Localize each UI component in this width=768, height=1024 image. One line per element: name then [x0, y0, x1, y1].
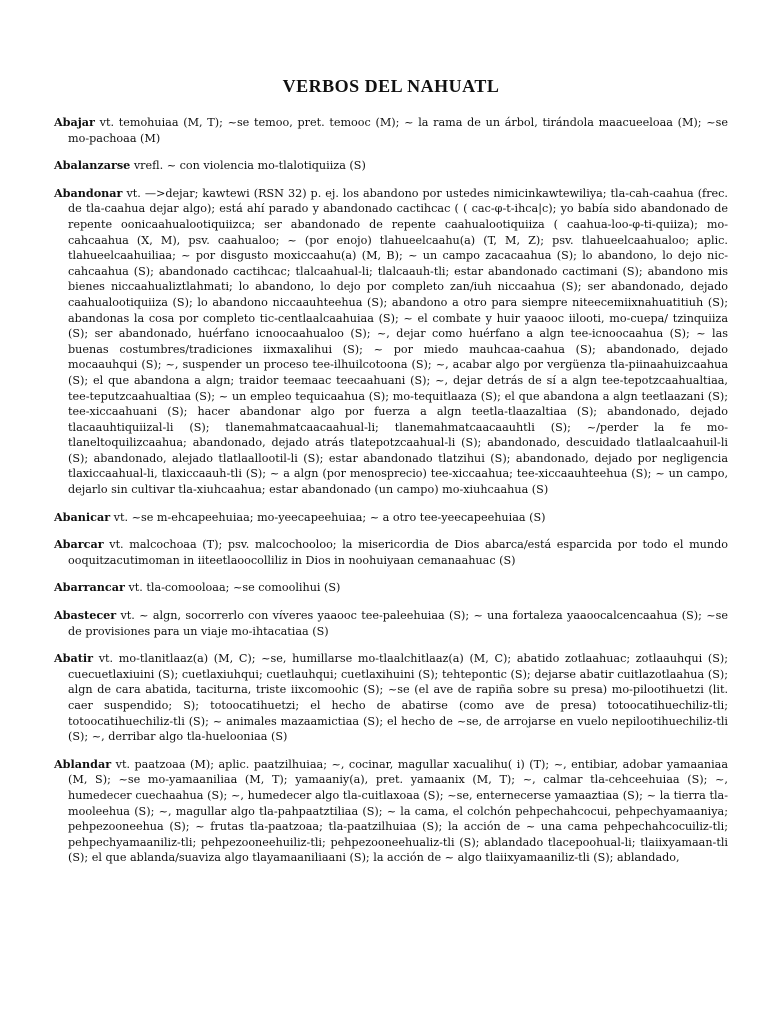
entry-definition: vt. paatzoaa (M); aplic. paatzilhuiaa; ~, cocinar, magullar xacualihu( i) (T); ~, entibiar, adobar yamaaniaa (M, S); ~se mo-yamaaniliaa (M, T); yamaaniy(a), pret. yamaanix (M, T); ~, calmar tla-cehceehuiaa (S); ~, humedecer cuechaahua (S); ~, humedecer algo tla-cuitlaxoaa (S); ~se, enternecerse yamaaztiaa (S); ~ la tierra tla-mooleehua (S); ~, magullar algo tla-pahpaatztiliaa (S); ~ la cama, el colchón pehpechahcocui, pehpechyamaaniya; pehpezooneehua (S); ~ frutas tla-paatzoaa; tla-paatzilhuiaa (S); la acción de ~ una cama pehpechahcocuiliz-tli; pehpechyamaaniliz-tli; pehpezooneehuiliz-tli; pehpezooneehualiz-tli (S); ablandado tlacepoohual-li; tlaiixyamaan-tli (S); el que ablanda/suaviza algo tlayamaaniliaani (S); la acción de ~ algo tlaiixyamaaniliz-tli (S); ablandado, [68, 757, 728, 865]
entry-headword: Abanicar [54, 509, 111, 524]
entry-definition: vt. tla-comooloaa; ~se comoolihui (S) [124, 581, 341, 595]
entry-abalanzarse [54, 158, 728, 174]
entry-abandonar [54, 186, 728, 498]
entry-definition: vt. temohuiaa (M, T); ~se temoo, pret. temooc (M); ~ la rama de un árbol, tirándola maacueeloaa (M); ~se mo-pachoaa (M) [68, 116, 728, 145]
entry-headword: Ablandar [54, 756, 112, 771]
entry-abajar [54, 115, 728, 146]
entry-ablandar [54, 757, 728, 866]
entry-definition: vt. mo-tlanitlaaz(a) (M, C); ~se, humillarse mo-tlaalchitlaaz(a) (M, C); abatido zotlaahuac; zotlaauhqui (S); cuecuetlaxiuini (S); cuetlaxiuhqui; cuetlauhqui; cuetlaxihuini (S); tehtepontic (S); dejarse abatir cuitlazotlaahua (S); algn de cara abatida, taciturna, triste iixcomoohic (S); ~se (el ave de rapiña sobre su presa) mo-pilootihuetzi (lit. caer suspendido; S); totoocatihuetzi; el hecho de abatirse (como ave de presa) totoocatihuechiliz-tli; totoocatihuechiliz-tli (S); ~ animales mazaamictiaa (S); el hecho de ~se, de arrojarse en vuelo nepilootihuechiliz-tli (S); ~, derribar algo tla-huelooniaa (S) [68, 652, 728, 744]
entry-definition: vt. —>dejar; kawtewi (RSN 32) p. ej. los abandono por ustedes nimicinkawtewiliya; tla-cah-caahua (frec. de tla-caahua dejar algo); está ahí parado y abandonado cactihcac ( ( cac-φ-t-ihca|c); yo babía sido abandonado de repente oonicaahualootiquiizca; ser abandonado de repente caahualootiquiiza ( caahua-loo-φ-ti-quiiza); mo-cahcaahua (X, M), psv. caahualoo; ~ (por enojo) tlahueelcaahu(a) (T, M, Z); psv. tlahueelcaahualoo; aplic. tlahueelcaahuiliaa; ~ por disgusto moxiccaahu(a) (M, B); ~ un campo zacacaahua (S); lo abandono, lo dejo nic-cahcaahua (S); abandonado cactihcac; tlalcaahual-li; tlalcaauh-tli; estar abandonado cactimani (S); abandono mis bienes niccaahualiztlahmati; lo abandono, lo dejo por completo zan/iuh niccaahua (S); ser abandonado, dejado caahualootiquiiza (S); lo abandono niccaauhteehua (S); abandono a otro para siempre niteecemiixnahuatitiuh (S); abandonas la cosa por completo tic-centlaalcaahuiaa (S); ~ el combate y huir yaaooc iilooti, mo-cuepa/ tzinquiiza (S); ser abandonado, huérfano icnoocaahualoo (S); ~, dejar como huérfano a algn tee-icnoocaahua (S); ~ las buenas costumbres/tradiciones iixmaxalihui (S); ~ por miedo mauhcaa-caahua (S); abandonado, dejado mocaauhqui (S); ~, suspender un proceso tee-ilhuilcotoona (S); ~, acabar algo por vergüenza tla-piinaahuizcaahua (S); el que abandona a algn; traidor teemaac teecaahuani (S); ~, dejar detrás de sí a algn tee-tepotzcaahualtiaa, tee-teputzcaahualtiaa (S); ~ un empleo tequicaahua (S); mo-tequitlaaza (S); el que abandona a algn teetlaazani (S); tee-xiccaahuani (S); hacer abandonar algo por fuerza a algn teetla-tlaazaltiaa (S); abandonado, dejado tlacaauhtiquiizal-li (S); tlanemahmatcaacaahual-li; tlanemahmatcaacaauhtli (S); ~/perder la fe mo-tlaneltoquilizcaahua; abandonado, dejado atrás tlatepotzcaahual-li (S); abandonado, descuidado tlatlaalcaahuil-li (S); abandonado, alejado tlatlaallootil-li (S); estar abandonado tlatzihui (S); abandonado, dejado por negligencia tlaxiccaahual-li, tlaxiccaauh-tli (S); ~ a algn (por menosprecio) tee-xiccaahua; tee-xiccaauhteehua (S); ~ un campo, dejarlo sin cultivar tla-xiuhcaahua; estar abandonado (un campo) mo-xiuhcaahua (S) [68, 186, 728, 497]
entry-abanicar [54, 510, 728, 526]
page-title: VERBOS DEL NAHUATL [282, 76, 500, 96]
entry-abastecer [54, 608, 728, 639]
entry-definition: vt. malcochoaa (T); psv. malcochooloo; la misericordia de Dios abarca/está esparcida por todo el mundo ooquitzacutimoman in iiteetlaoocolliliz in Dios in noohuiyaan cemanaahuac (S) [68, 538, 728, 567]
entry-abatir [54, 651, 728, 745]
entry-abarcar [54, 537, 728, 568]
entry-definition: vt. ~ algn, socorrerlo con víveres yaaooc tee-paleehuiaa (S); ~ una fortaleza yaaoocalcencaahua (S); ~se de provisiones para un viaje mo-ihtacatiaa (S) [68, 609, 728, 638]
entry-headword: Abajar [54, 115, 95, 129]
entry-headword: Abarcar [54, 537, 104, 552]
entry-abarrancar [54, 580, 728, 596]
entry-headword: Abandonar [54, 185, 123, 200]
entry-definition: vrefl. ~ con violencia mo-tlalotiquiiza (S) [130, 159, 366, 173]
entry-definition: vt. ~se m-ehcapeehuiaa; mo-yeecapeehuiaa; ~ a otro tee-yeecapeehuiaa (S) [110, 510, 546, 524]
entry-headword: Abatir [54, 651, 94, 666]
entry-headword: Abalanzarse [54, 158, 131, 173]
entry-headword: Abastecer [54, 608, 117, 623]
entry-headword: Abarrancar [54, 580, 125, 595]
